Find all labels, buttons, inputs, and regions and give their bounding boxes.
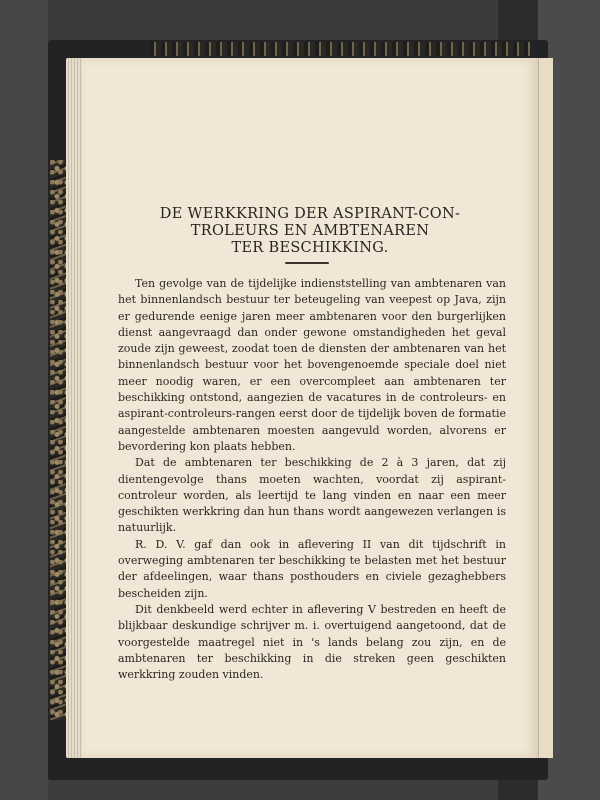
title-line: TROLEURS EN AMBTENAREN <box>190 223 430 239</box>
paragraph: Dat de ambtenaren ter beschikking de 2 à 3 jaren, dat zij dientengevolge thans moeten wachten, voordat zij aspirant-controleur worden, als leertijd te lang vinden en naar een meer geschikten werkkring dan hun thans wordt aangewezen verlangen is natuurlijk. <box>118 456 506 535</box>
body-text <box>118 276 506 683</box>
chapter-title <box>82 206 538 257</box>
background-left <box>0 0 48 800</box>
marbled-edge-top <box>150 42 530 56</box>
title-line: DE WERKKRING DER ASPIRANT-CON- <box>159 206 461 222</box>
paragraph: Dit denkbeeld werd echter in aflevering V bestreden en heeft de blijkbaar deskundige schrijver m. i. overtuigend aangetoond, dat de voorgestelde maatregel niet in 's lands belang zou zijn, en de ambtenaren ter beschikking in die streken geen geschikten werkkring zouden vinden. <box>118 602 506 682</box>
paragraph: Ten gevolge van de tijdelijke indienststelling van ambtenaren van het binnenlandsch bestuur ter beteugeling van veepest op Java, zijn er gedurende eenige jaren meer ambtenaren voor den burgerlijken dienst aangevraagd dan onder gewone omstandigheden het geval zoude zijn geweest, zoodat toen de diensten der ambtenaren van het binnenlandsch bestuur voor het bovengenoemde speciale doel niet meer noodig waren, er een overcompleet aan ambtenaren ter beschikking ontstond, aangezien de vacatures in de controleurs- en aspirant-controleurs-rangen eerst door de tijdelijk boven de formatie aangestelde ambtenaren moesten aangevuld worden, alvorens er bevordering kon plaats hebben. <box>118 277 506 453</box>
title-divider <box>285 262 329 264</box>
facing-page-edge <box>538 58 553 758</box>
paragraph: R. D. V. gaf dan ook in aflevering II van dit tijdschrift in overweging ambtenaren ter beschikking te belasten met het bestuur der afdeelingen, waar thans posthouders en civiele gezaghebbers bescheiden zijn. <box>118 537 506 600</box>
marbled-edge-left <box>50 160 66 720</box>
title-line: TER BESCHIKKING. <box>231 240 389 256</box>
